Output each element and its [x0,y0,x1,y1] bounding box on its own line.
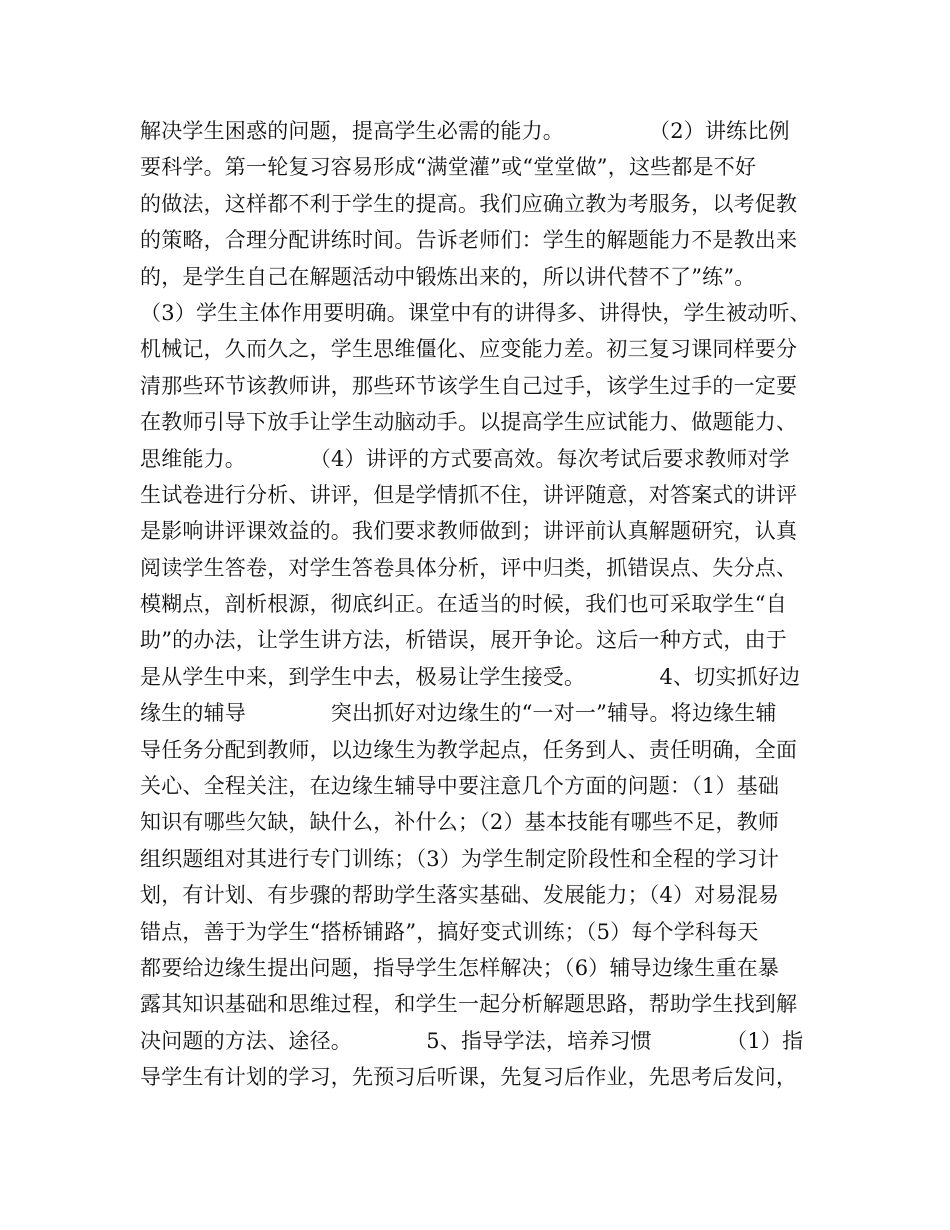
text-line: 关心、全程关注，在边缘生辅导中要注意几个方面的问题：（1）基础 [140,774,780,799]
text-line: 的策略，合理分配讲练时间。告诉老师们：学生的解题能力不是教出来 [140,228,798,253]
text-line: （3）学生主体作用要明确。课堂中有的讲得多、讲得快，学生被动听、 [140,300,811,325]
text-line: 模糊点，剖析根源，彻底纠正。在适当的时候，我们也可采取学生“自 [140,592,787,617]
text-line: 是影响讲评课效益的。我们要求教师做到；讲评前认真解题研究，认真 [140,519,798,544]
text-line: 生试卷进行分析、讲评，但是学情抓不住，讲评随意，对答案式的讲评 [140,482,798,507]
text-line: 决问题的方法、途径。 5、指导学法，培养习惯 （1）指 [140,1028,804,1053]
text-line: 的，是学生自己在解题活动中锻炼出来的，所以讲代替不了”练”。 [140,264,756,289]
text-line: 解决学生困惑的问题，提高学生必需的能力。 （2）讲练比例 [140,119,790,143]
text-line: 清那些环节该教师讲，那些环节该学生自己过手，该学生过手的一定要 [140,373,798,398]
text-line: 露其知识基础和思维过程，和学生一起分析解题思路，帮助学生找到解 [140,992,798,1017]
text-line: 思维能力。 （4）讲评的方式要高效。每次考试后要求教师对学 [140,446,790,471]
text-line: 组织题组对其进行专门训练；（3）为学生制定阶段性和全程的学习计 [140,846,780,871]
text-line: 在教师引导下放手让学生动脑动手。以提高学生应试能力、做题能力、 [140,410,798,435]
text-line: 的做法，这样都不利于学生的提高。我们应确立教为考服务，以考促教 [140,191,798,216]
text-line: 缘生的辅导 突出抓好对边缘生的“一对一”辅导。将边缘生辅 [140,701,777,726]
text-line: 划，有计划、有步骤的帮助学生落实基础、发展能力；（4）对易混易 [140,883,780,908]
text-line: 助”的办法，让学生讲方法，析错误，展开争论。这后一种方式，由于 [140,628,787,653]
text-line: 要科学。第一轮复习容易形成“满堂灌”或“堂堂做”，这些都是不好 [140,155,757,180]
text-line: 知识有哪些欠缺，缺什么，补什么；（2）基本技能有哪些不足，教师 [140,810,780,835]
text-line: 导任务分配到教师，以边缘生为教学起点，任务到人、责任明确，全面 [140,737,798,762]
text-line: 机械记，久而久之，学生思维僵化、应变能力差。初三复习课同样要分 [140,337,798,362]
text-line: 都要给边缘生提出问题，指导学生怎样解决；（6）辅导边缘生重在暴 [140,955,780,980]
text-line: 导学生有计划的学习，先预习后听课，先复习后作业，先思考后发问， [140,1065,798,1090]
body-text [140,113,840,1096]
text-line: 是从学生中来，到学生中去，极易让学生接受。 4、切实抓好边 [140,664,801,689]
text-line: 错点，善于为学生“搭桥铺路”，搞好变式训练；（5）每个学科每天 [140,919,759,944]
text-line: 阅读学生答卷，对学生答卷具体分析，评中归类，抓错误点、失分点、 [140,555,798,580]
